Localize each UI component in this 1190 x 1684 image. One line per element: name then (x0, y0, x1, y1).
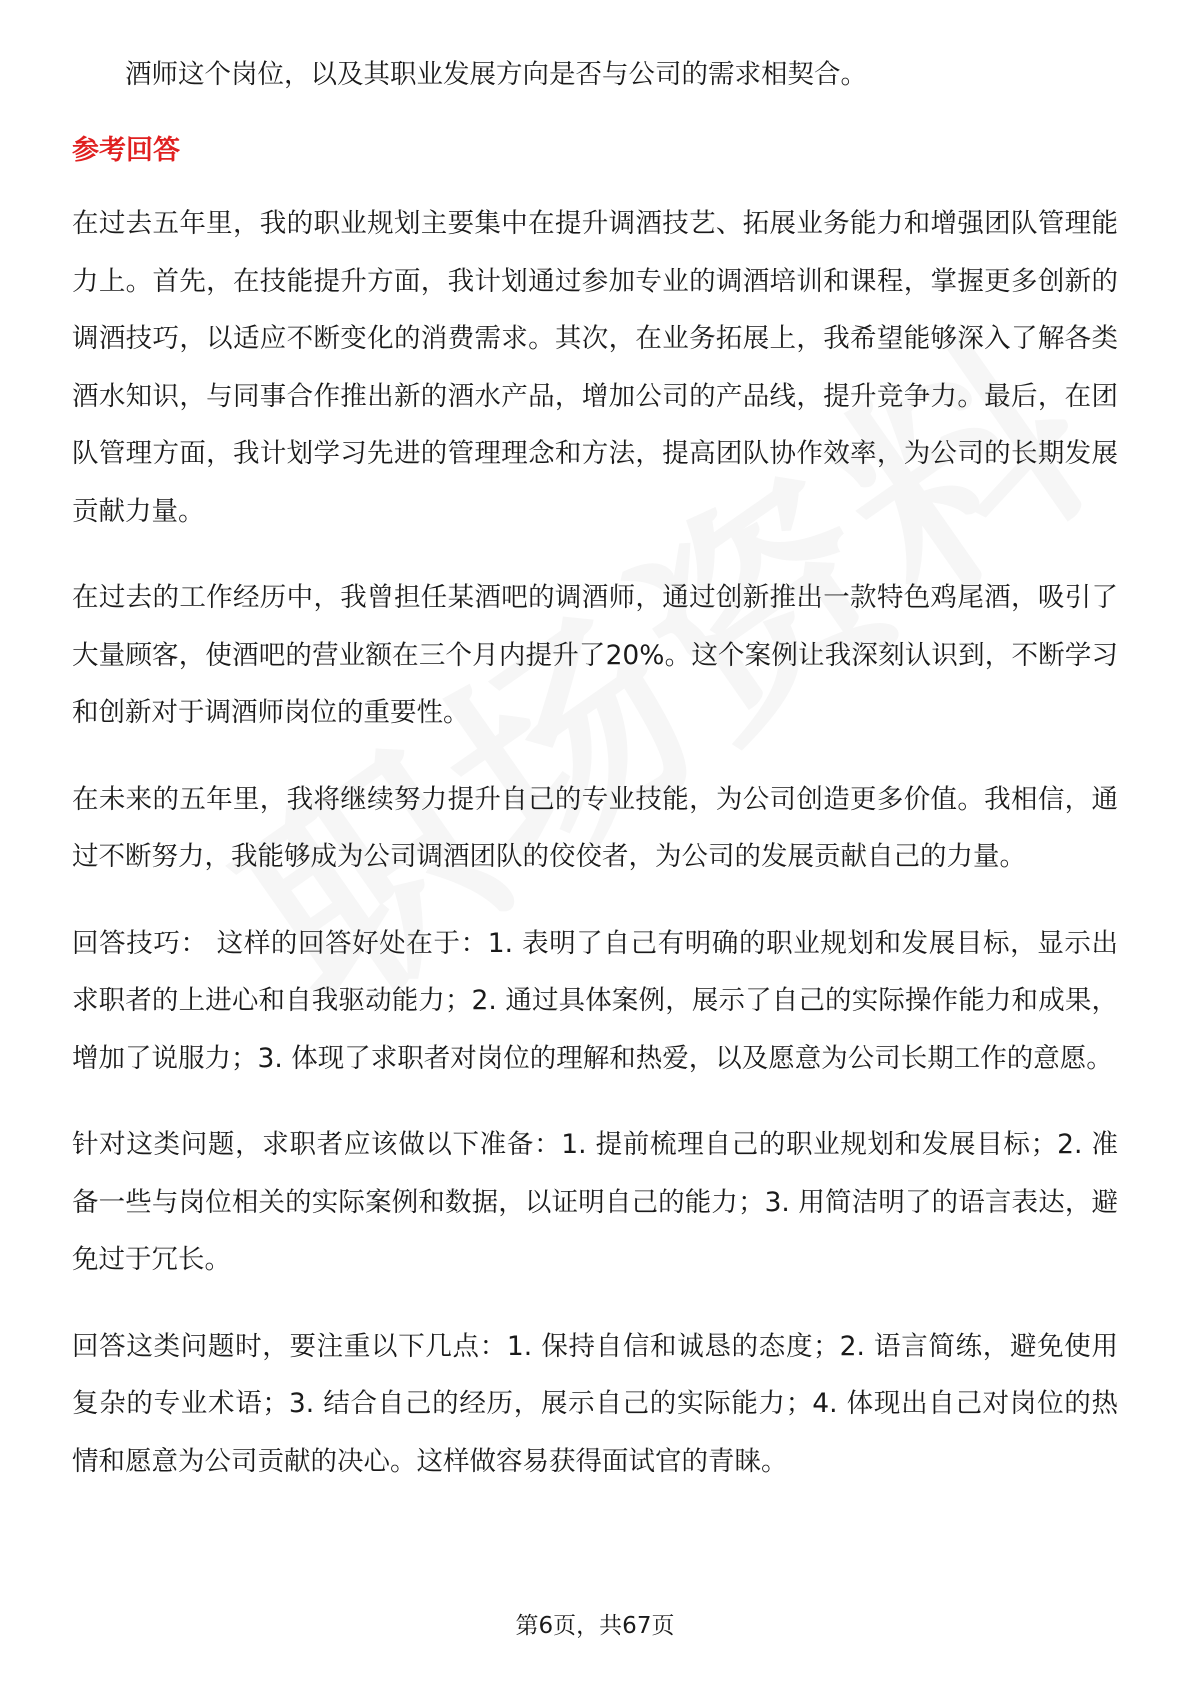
paragraph-answer-tips: 回答技巧： 这样的回答好处在于：1. 表明了自己有明确的职业规划和发展目标，显示出求职者的上进心和自我驱动能力；2. 通过具体案例，展示了自己的实际操作能力和成果，增加了说服力；3. 体现了求职者对岗位的理解和热爱，以及愿意为公司长期工作的意愿。 (72, 927, 1118, 1074)
page-number-footer: 第6页，共67页 (515, 1613, 675, 1639)
document-body (72, 46, 1118, 1519)
paragraph-key-points: 回答这类问题时，要注重以下几点：1. 保持自信和诚恳的态度；2. 语言简练，避免使用复杂的专业术语；3. 结合自己的经历，展示自己的实际能力；4. 体现出自己对岗位的热情和愿意为公司贡献的决心。这样做容易获得面试官的青睐。 (72, 1330, 1118, 1477)
paragraph-future: 在未来的五年里，我将继续努力提升自己的专业技能，为公司创造更多价值。我相信，通过不断努力，我能够成为公司调酒团队的佼佼者，为公司的发展贡献自己的力量。 (72, 783, 1118, 872)
paragraph-work-case: 在过去的工作经历中，我曾担任某酒吧的调酒师，通过创新推出一款特色鸡尾酒，吸引了大量顾客，使酒吧的营业额在三个月内提升了20%。这个案例让我深刻认识到，不断学习和创新对于调酒师岗位的重要性。 (72, 582, 1118, 728)
section-heading: 参考回答 (72, 134, 180, 166)
paragraph-career-plan: 在过去五年里，我的职业规划主要集中在提升调酒技艺、拓展业务能力和增强团队管理能力上。首先，在技能提升方面，我计划通过参加专业的调酒培训和课程，掌握更多创新的调酒技巧，以适应不断变化的消费需求。其次，在业务拓展上，我希望能够深入了解各类酒水知识，与同事合作推出新的酒水产品，增加公司的产品线，提升竞争力。最后，在团队管理方面，我计划学习先进的管理理念和方法，提高团队协作效率，为公司的长期发展贡献力量。 (72, 208, 1118, 527)
paragraph-preparation: 针对这类问题，求职者应该做以下准备：1. 提前梳理自己的职业规划和发展目标；2. 准备一些与岗位相关的实际案例和数据，以证明自己的能力；3. 用简洁明了的语言表达，避免过于冗长。 (72, 1129, 1118, 1275)
intro-line: 酒师这个岗位，以及其职业发展方向是否与公司的需求相契合。 (125, 59, 867, 90)
